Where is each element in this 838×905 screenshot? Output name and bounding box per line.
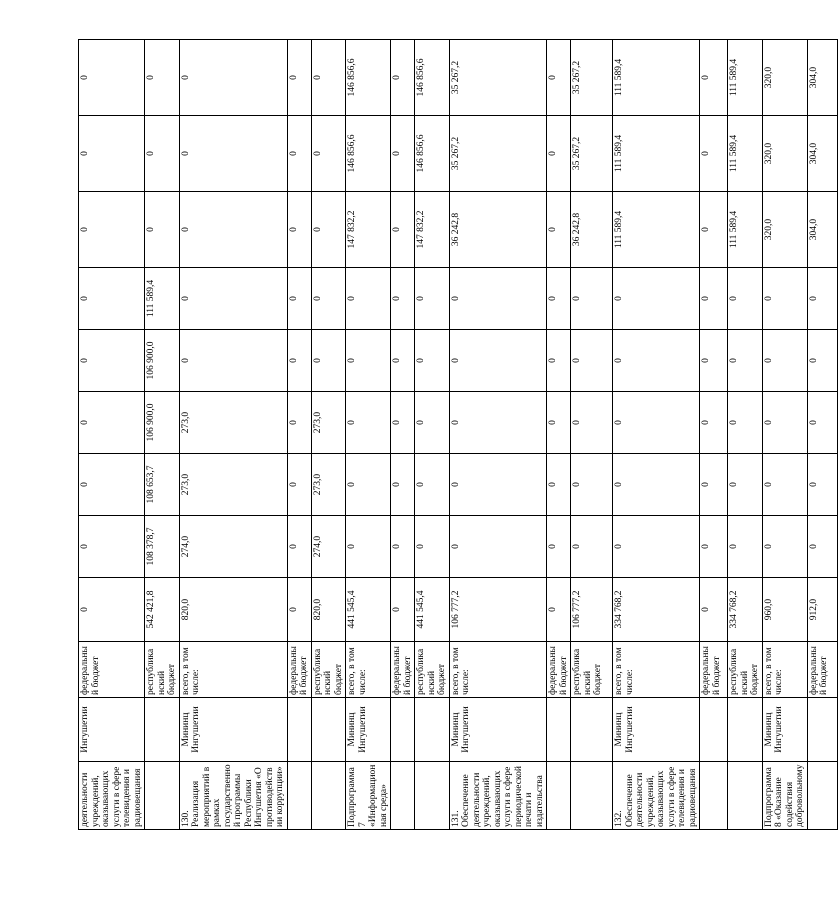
row-name-cell: 130. Реализация мероприятий в рамках государственной программы Республики Ингушетия «О противодействии коррупции» [179, 762, 287, 830]
value-cell: 0 [700, 192, 728, 268]
value-cell: 0 [700, 330, 728, 392]
value-cell: 106 777,2 [571, 578, 613, 642]
value-cell: 0 [547, 516, 571, 578]
value-cell: 111 589,4 [613, 40, 700, 116]
value-cell: 0 [391, 454, 415, 516]
value-cell: 0 [179, 268, 287, 330]
responsible-cell [391, 698, 415, 762]
value-cell: 0 [728, 330, 763, 392]
value-cell: 0 [179, 330, 287, 392]
value-cell: 0 [79, 192, 145, 268]
value-cell: 0 [287, 454, 311, 516]
row-name-cell [807, 762, 837, 830]
source-cell: республиканский бюджет [145, 642, 180, 698]
value-cell: 0 [613, 392, 700, 454]
row-name-cell [547, 762, 571, 830]
value-cell: 0 [287, 192, 311, 268]
source-cell: федеральный бюджет [79, 642, 145, 698]
value-cell: 0 [547, 116, 571, 192]
responsible-cell [145, 698, 180, 762]
responsible-cell [287, 698, 311, 762]
value-cell: 0 [311, 192, 346, 268]
value-cell: 441 545,4 [346, 578, 391, 642]
value-cell: 0 [613, 454, 700, 516]
value-cell: 274,0 [179, 516, 287, 578]
value-cell: 111 589,4 [613, 116, 700, 192]
value-cell: 0 [547, 392, 571, 454]
value-cell: 274,0 [311, 516, 346, 578]
value-cell: 273,0 [179, 392, 287, 454]
value-cell: 304,0 [807, 40, 837, 116]
source-cell: всего, в том числе: [762, 642, 807, 698]
table-row [145, 40, 180, 830]
responsible-cell [547, 698, 571, 762]
value-cell: 334 768,2 [613, 578, 700, 642]
value-cell: 0 [571, 330, 613, 392]
value-cell: 147 832,2 [415, 192, 450, 268]
value-cell: 108 653,7 [145, 454, 180, 516]
row-name-cell [311, 762, 346, 830]
row-name-cell: Подпрограмма 8 «Оказание содействия добровольному [762, 762, 807, 830]
value-cell: 0 [346, 330, 391, 392]
value-cell: 0 [287, 516, 311, 578]
value-cell: 0 [449, 392, 547, 454]
row-name-cell: 131. Обеспечение деятельности учреждений, оказывающих услуги в сфере периодической печати и издательства [449, 762, 547, 830]
value-cell: 0 [287, 116, 311, 192]
row-name-cell: Подпрограмма 7 «Информационная среда» [346, 762, 391, 830]
source-cell: федеральный бюджет [700, 642, 728, 698]
source-cell: республиканский бюджет [728, 642, 763, 698]
value-cell: 0 [449, 516, 547, 578]
value-cell: 820,0 [179, 578, 287, 642]
value-cell: 111 589,4 [728, 192, 763, 268]
value-cell: 35 267,2 [449, 40, 547, 116]
table-row [449, 40, 547, 830]
source-cell: федеральный бюджет [547, 642, 571, 698]
value-cell: 0 [807, 330, 837, 392]
value-cell: 36 242,8 [449, 192, 547, 268]
row-name-cell [287, 762, 311, 830]
responsible-cell [728, 698, 763, 762]
value-cell: 147 832,2 [346, 192, 391, 268]
value-cell: 0 [449, 454, 547, 516]
value-cell: 0 [391, 40, 415, 116]
value-cell: 0 [391, 392, 415, 454]
responsible-cell [311, 698, 346, 762]
value-cell: 0 [391, 330, 415, 392]
responsible-cell: Мининц Ингушетии [449, 698, 547, 762]
value-cell: 0 [179, 192, 287, 268]
value-cell: 146 856,6 [415, 116, 450, 192]
value-cell: 304,0 [807, 116, 837, 192]
table-body [79, 40, 838, 830]
value-cell: 0 [762, 454, 807, 516]
value-cell: 0 [700, 268, 728, 330]
table-row [571, 40, 613, 830]
value-cell: 0 [547, 268, 571, 330]
value-cell: 108 378,7 [145, 516, 180, 578]
value-cell: 0 [613, 330, 700, 392]
value-cell: 0 [571, 454, 613, 516]
value-cell: 0 [311, 40, 346, 116]
value-cell: 0 [79, 268, 145, 330]
value-cell: 0 [145, 116, 180, 192]
value-cell: 0 [391, 516, 415, 578]
value-cell: 0 [547, 578, 571, 642]
table-row [79, 40, 145, 830]
table-row [346, 40, 391, 830]
value-cell: 111 589,4 [728, 116, 763, 192]
value-cell: 0 [449, 268, 547, 330]
value-cell: 820,0 [311, 578, 346, 642]
responsible-cell: Мининц Ингушетии [613, 698, 700, 762]
value-cell: 0 [807, 516, 837, 578]
value-cell: 146 856,6 [346, 40, 391, 116]
value-cell: 273,0 [179, 454, 287, 516]
budget-table [78, 39, 838, 830]
responsible-cell [415, 698, 450, 762]
value-cell: 320,0 [762, 40, 807, 116]
value-cell: 0 [391, 268, 415, 330]
value-cell: 0 [79, 578, 145, 642]
table-row [179, 40, 287, 830]
table-row [287, 40, 311, 830]
table-row [391, 40, 415, 830]
value-cell: 35 267,2 [449, 116, 547, 192]
value-cell: 0 [571, 268, 613, 330]
table-row [728, 40, 763, 830]
value-cell: 0 [762, 392, 807, 454]
table-row [415, 40, 450, 830]
value-cell: 0 [613, 268, 700, 330]
source-cell: всего, в том числе: [613, 642, 700, 698]
value-cell: 0 [287, 268, 311, 330]
row-name-cell [145, 762, 180, 830]
value-cell: 111 589,4 [728, 40, 763, 116]
value-cell: 0 [179, 116, 287, 192]
value-cell: 0 [415, 454, 450, 516]
value-cell: 0 [79, 40, 145, 116]
value-cell: 542 421,8 [145, 578, 180, 642]
value-cell: 0 [728, 268, 763, 330]
value-cell: 0 [391, 116, 415, 192]
value-cell: 106 900,0 [145, 330, 180, 392]
value-cell: 35 267,2 [571, 116, 613, 192]
value-cell: 0 [79, 116, 145, 192]
row-name-cell [728, 762, 763, 830]
value-cell: 960,0 [762, 578, 807, 642]
responsible-cell: Мининц Ингушетии [179, 698, 287, 762]
value-cell: 0 [391, 578, 415, 642]
table-row [807, 40, 837, 830]
value-cell: 0 [346, 454, 391, 516]
value-cell: 0 [179, 40, 287, 116]
value-cell: 36 242,8 [571, 192, 613, 268]
value-cell: 273,0 [311, 392, 346, 454]
row-name-cell: деятельности учреждений, оказывающих услуги в сфере телевидения и радиовещания [79, 762, 145, 830]
value-cell: 441 545,4 [415, 578, 450, 642]
table-row [547, 40, 571, 830]
value-cell: 273,0 [311, 454, 346, 516]
source-cell: всего, в том числе: [449, 642, 547, 698]
value-cell: 0 [145, 192, 180, 268]
table-row [700, 40, 728, 830]
value-cell: 0 [287, 40, 311, 116]
value-cell: 0 [762, 268, 807, 330]
responsible-cell [571, 698, 613, 762]
source-cell: республиканский бюджет [311, 642, 346, 698]
value-cell: 0 [415, 330, 450, 392]
value-cell: 0 [346, 268, 391, 330]
value-cell: 334 768,2 [728, 578, 763, 642]
value-cell: 0 [700, 454, 728, 516]
value-cell: 0 [728, 392, 763, 454]
value-cell: 146 856,6 [346, 116, 391, 192]
value-cell: 0 [415, 516, 450, 578]
value-cell: 0 [415, 268, 450, 330]
value-cell: 106 900,0 [145, 392, 180, 454]
source-cell: всего, в том числе: [346, 642, 391, 698]
value-cell: 0 [391, 192, 415, 268]
value-cell: 320,0 [762, 116, 807, 192]
value-cell: 0 [700, 516, 728, 578]
responsible-cell: Мининц Ингушетии [762, 698, 807, 762]
responsible-cell [700, 698, 728, 762]
row-name-cell [391, 762, 415, 830]
row-name-cell: 132. Обеспечение деятельности учреждений, оказывающих услуги в сфере телевидения и радиовещания [613, 762, 700, 830]
value-cell: 35 267,2 [571, 40, 613, 116]
value-cell: 0 [762, 516, 807, 578]
value-cell: 0 [79, 454, 145, 516]
table-row [762, 40, 807, 830]
value-cell: 0 [807, 392, 837, 454]
value-cell: 0 [346, 392, 391, 454]
value-cell: 320,0 [762, 192, 807, 268]
source-cell: республиканский бюджет [415, 642, 450, 698]
source-cell: всего, в том числе: [179, 642, 287, 698]
value-cell: 0 [728, 454, 763, 516]
value-cell: 0 [287, 392, 311, 454]
value-cell: 111 589,4 [145, 268, 180, 330]
value-cell: 0 [807, 268, 837, 330]
source-cell: федеральный бюджет [287, 642, 311, 698]
responsible-cell: Мининц Ингушетии [346, 698, 391, 762]
value-cell: 0 [287, 330, 311, 392]
value-cell: 0 [311, 330, 346, 392]
value-cell: 0 [571, 516, 613, 578]
rotated-table-wrapper [78, 40, 829, 830]
value-cell: 111 589,4 [613, 192, 700, 268]
source-cell: федеральный бюджет [391, 642, 415, 698]
value-cell: 0 [547, 192, 571, 268]
value-cell: 0 [700, 116, 728, 192]
value-cell: 0 [547, 454, 571, 516]
value-cell: 304,0 [807, 192, 837, 268]
value-cell: 146 856,6 [415, 40, 450, 116]
value-cell: 0 [145, 40, 180, 116]
source-cell: республиканский бюджет [571, 642, 613, 698]
value-cell: 0 [415, 392, 450, 454]
value-cell: 0 [547, 40, 571, 116]
value-cell: 0 [79, 330, 145, 392]
value-cell: 0 [311, 268, 346, 330]
value-cell: 0 [728, 516, 763, 578]
value-cell: 0 [700, 40, 728, 116]
row-name-cell [571, 762, 613, 830]
value-cell: 912,0 [807, 578, 837, 642]
value-cell: 0 [807, 454, 837, 516]
table-row [311, 40, 346, 830]
responsible-cell [807, 698, 837, 762]
value-cell: 106 777,2 [449, 578, 547, 642]
value-cell: 0 [547, 330, 571, 392]
source-cell: федеральный бюджет [807, 642, 837, 698]
value-cell: 0 [287, 578, 311, 642]
value-cell: 0 [346, 516, 391, 578]
value-cell: 0 [311, 116, 346, 192]
table-row [613, 40, 700, 830]
value-cell: 0 [571, 392, 613, 454]
value-cell: 0 [700, 578, 728, 642]
value-cell: 0 [79, 392, 145, 454]
value-cell: 0 [762, 330, 807, 392]
value-cell: 0 [79, 516, 145, 578]
row-name-cell [700, 762, 728, 830]
row-name-cell [415, 762, 450, 830]
value-cell: 0 [700, 392, 728, 454]
responsible-cell: Ингушетии [79, 698, 145, 762]
value-cell: 0 [449, 330, 547, 392]
value-cell: 0 [613, 516, 700, 578]
